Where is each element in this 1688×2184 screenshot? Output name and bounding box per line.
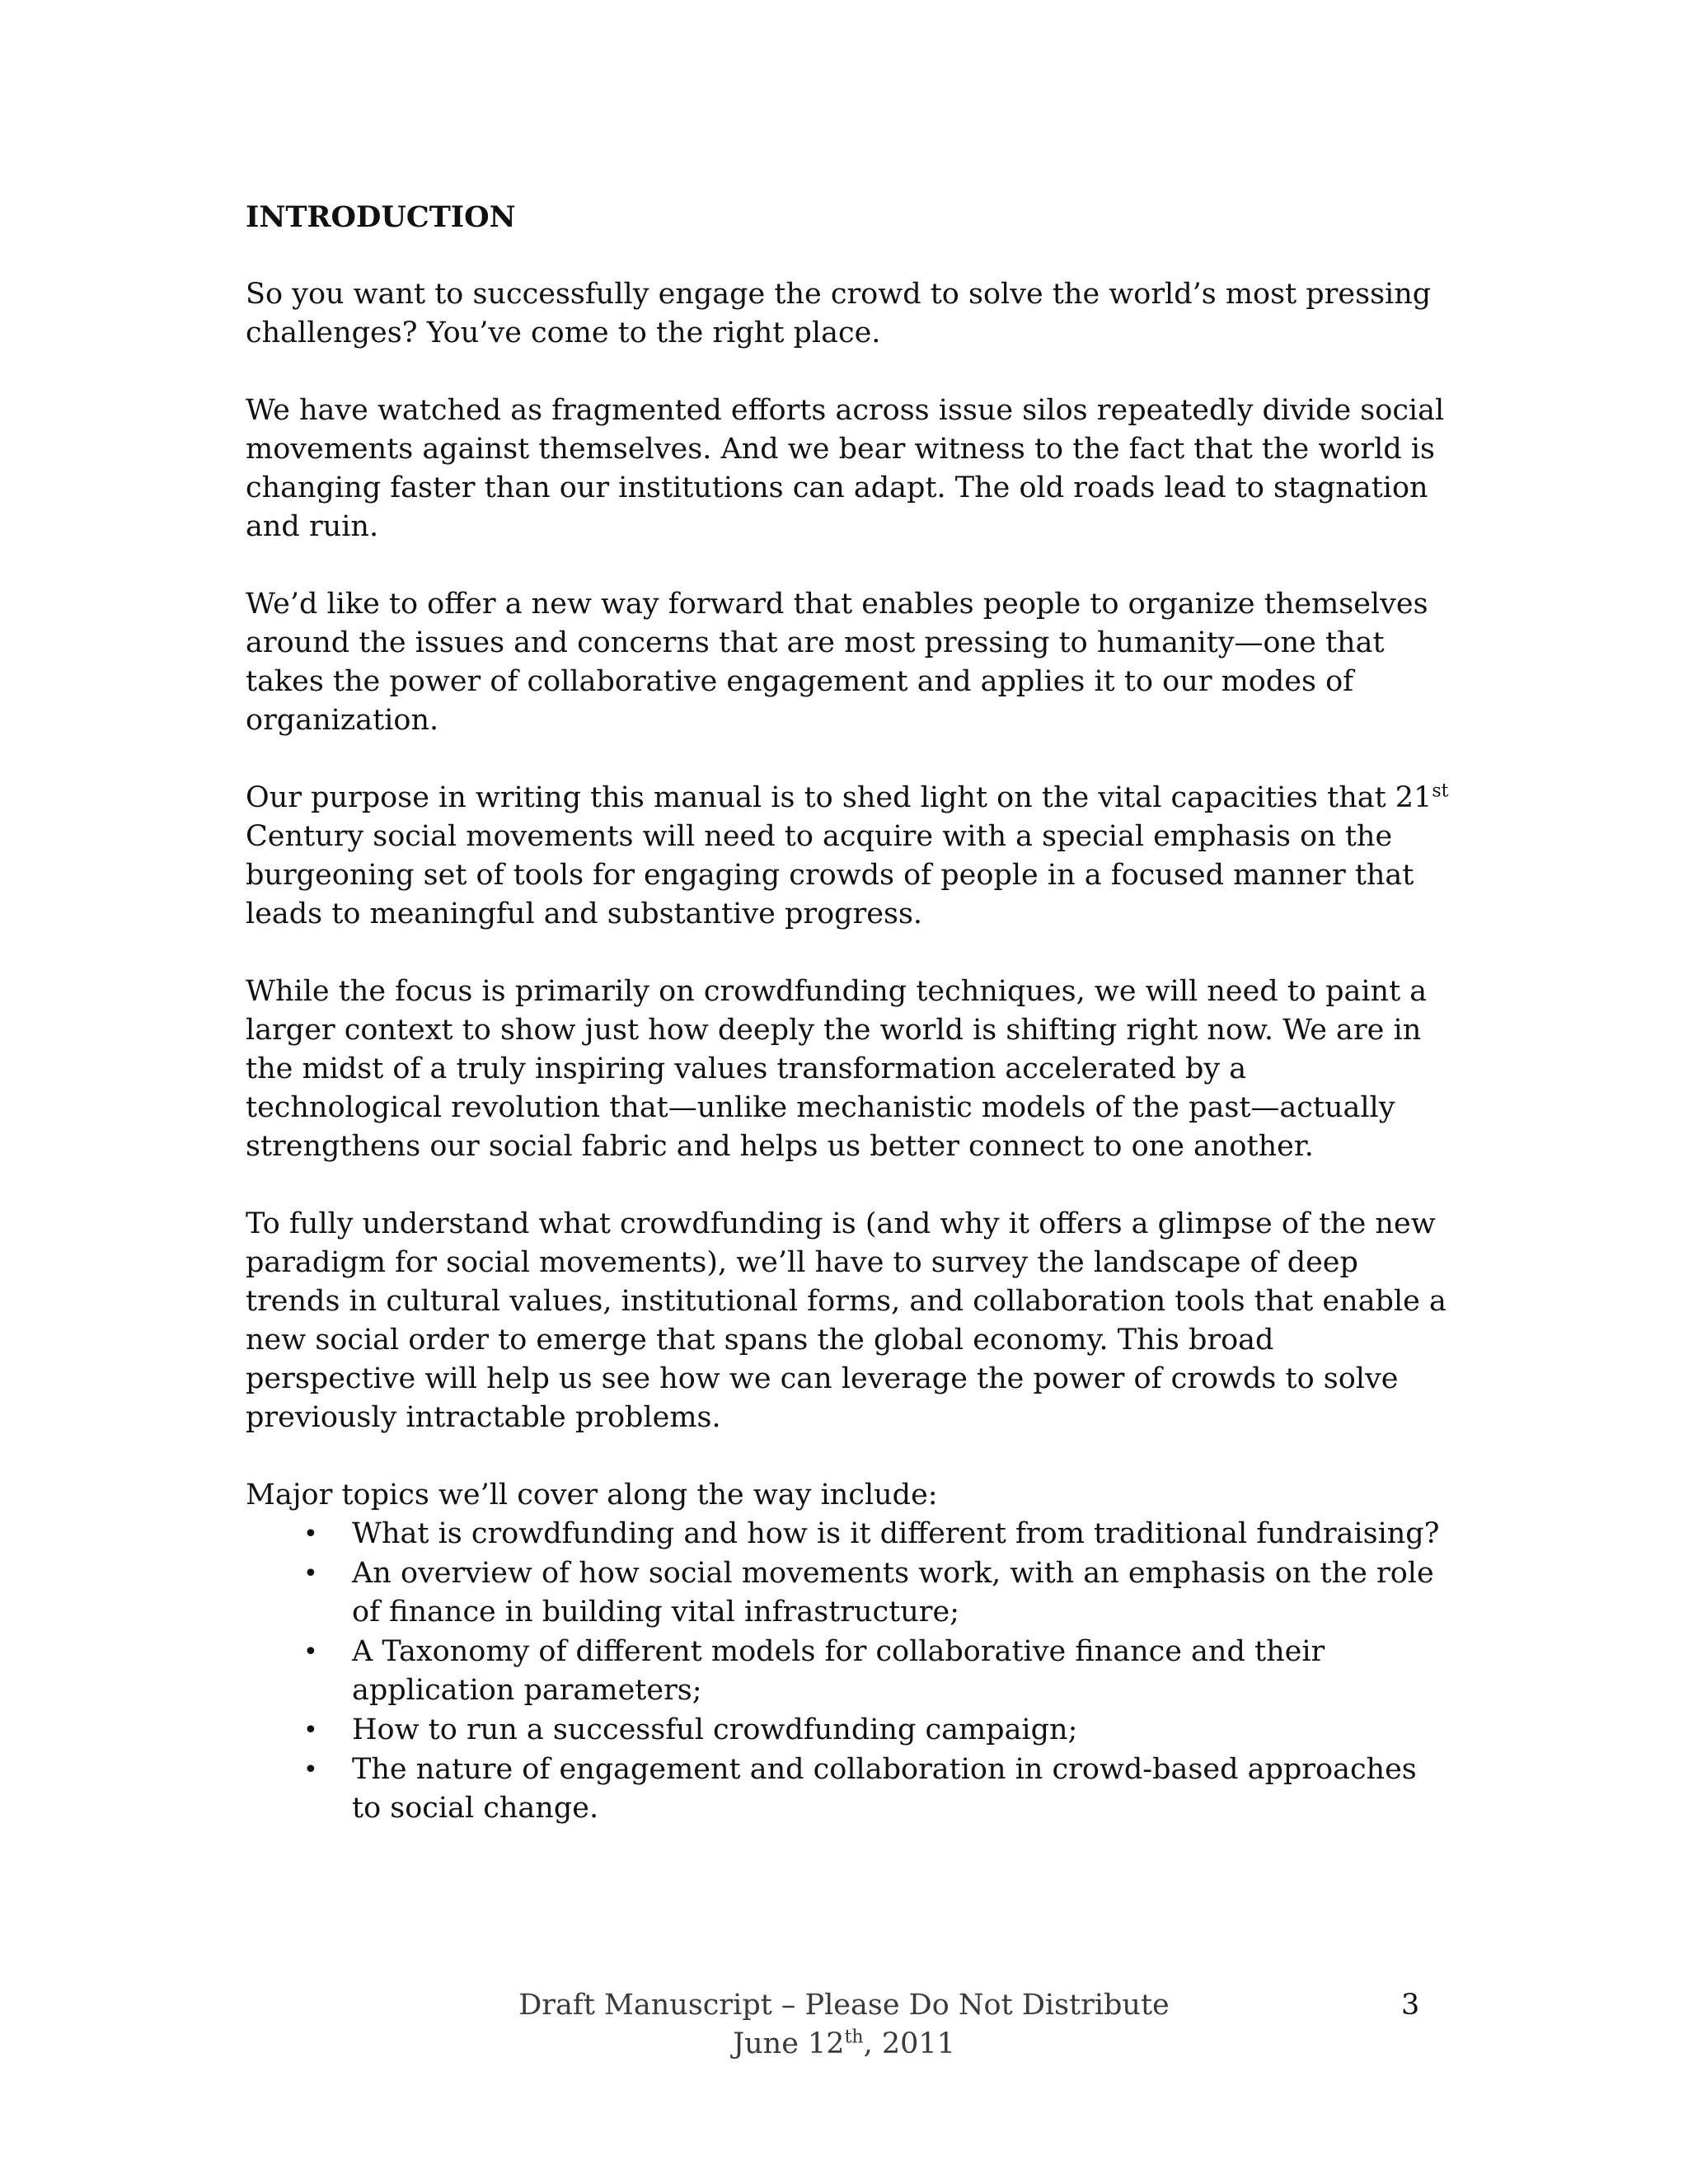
- list-item: [246, 1750, 1449, 1828]
- section-heading: INTRODUCTION: [246, 200, 516, 234]
- list-item: [246, 1711, 1449, 1750]
- list-item-text: What is crowdfunding and how is it different from traditional fundraising?: [352, 1517, 1440, 1550]
- footer-date: [432, 2025, 1256, 2064]
- paragraph-4-text-end: Century social movements will need to acquire with a special emphasis on the burgeoning set of tools for engaging crowds of people in a focused manner that leads to meaningful and substantive progress.: [246, 820, 1414, 930]
- paragraph-4: [246, 779, 1449, 934]
- topics-list: [246, 1515, 1449, 1828]
- page-footer: [0, 1986, 1688, 2069]
- bullet-icon: •: [303, 1638, 318, 1666]
- list-item: [246, 1515, 1449, 1554]
- paragraph-3: We’d like to offer a new way forward that enables people to organize themselves around the issues and concerns that are most pressing to humanity—one that takes the power of collaborative engagement and applies it to our modes of organization.: [246, 588, 1428, 737]
- list-item: [246, 1554, 1449, 1632]
- paragraph-5: While the focus is primarily on crowdfunding techniques, we will need to paint a larger context to show just how deeply the world is shifting right now. We are in the midst of a truly inspiring values transformation accelerated by a technological revolution that—unlike mechanistic models of the past—actually strengthens our social fabric and helps us better connect to one another.: [246, 975, 1428, 1163]
- ordinal-superscript: st: [1432, 780, 1449, 802]
- footer-notice: Draft Manuscript – Please Do Not Distribute: [518, 1989, 1170, 2022]
- list-item-text: The nature of engagement and collaboration in crowd-based approaches to social change.: [352, 1753, 1417, 1825]
- list-item-text: An overview of how social movements work, with an emphasis on the role of finance in building vital infrastructure;: [352, 1557, 1434, 1629]
- paragraph-4-text-start: Our purpose in writing this manual is to shed light on the vital capacities that 21: [246, 781, 1432, 814]
- paragraph-2: We have watched as fragmented efforts across issue silos repeatedly divide social movements against themselves. And we bear witness to the fact that the world is changing faster than our institutions can adapt. The old roads lead to stagnation and ruin.: [246, 394, 1445, 543]
- list-item-text: How to run a successful crowdfunding campaign;: [352, 1713, 1078, 1746]
- footer-date-start: June 12: [733, 2027, 845, 2060]
- bullet-icon: •: [303, 1716, 318, 1745]
- footer-date-end: , 2011: [863, 2027, 955, 2060]
- page-number: 3: [1401, 1989, 1420, 2022]
- footer-date-superscript: th: [844, 2027, 864, 2048]
- paragraph-1: So you want to successfully engage the crowd to solve the world’s most pressing challenges? You’ve come to the right place.: [246, 278, 1432, 349]
- document-body: [246, 198, 1449, 1829]
- paragraph-6: To fully understand what crowdfunding is (and why it offers a glimpse of the new paradigm for social movements), we’ll have to survey the landscape of deep trends in cultural values, institutional forms, and collaboration tools that enable a new social order to emerge that spans the global economy. This broad perspective will help us see how we can leverage the power of crowds to solve previously intractable problems.: [246, 1207, 1447, 1434]
- bullet-icon: •: [303, 1520, 318, 1549]
- list-item-text: A Taxonomy of different models for collaborative finance and their application parameters;: [352, 1635, 1325, 1707]
- bullet-icon: •: [303, 1755, 318, 1784]
- bullet-icon: •: [303, 1559, 318, 1588]
- topics-intro: Major topics we’ll cover along the way include:: [246, 1479, 938, 1511]
- list-item: [246, 1633, 1449, 1710]
